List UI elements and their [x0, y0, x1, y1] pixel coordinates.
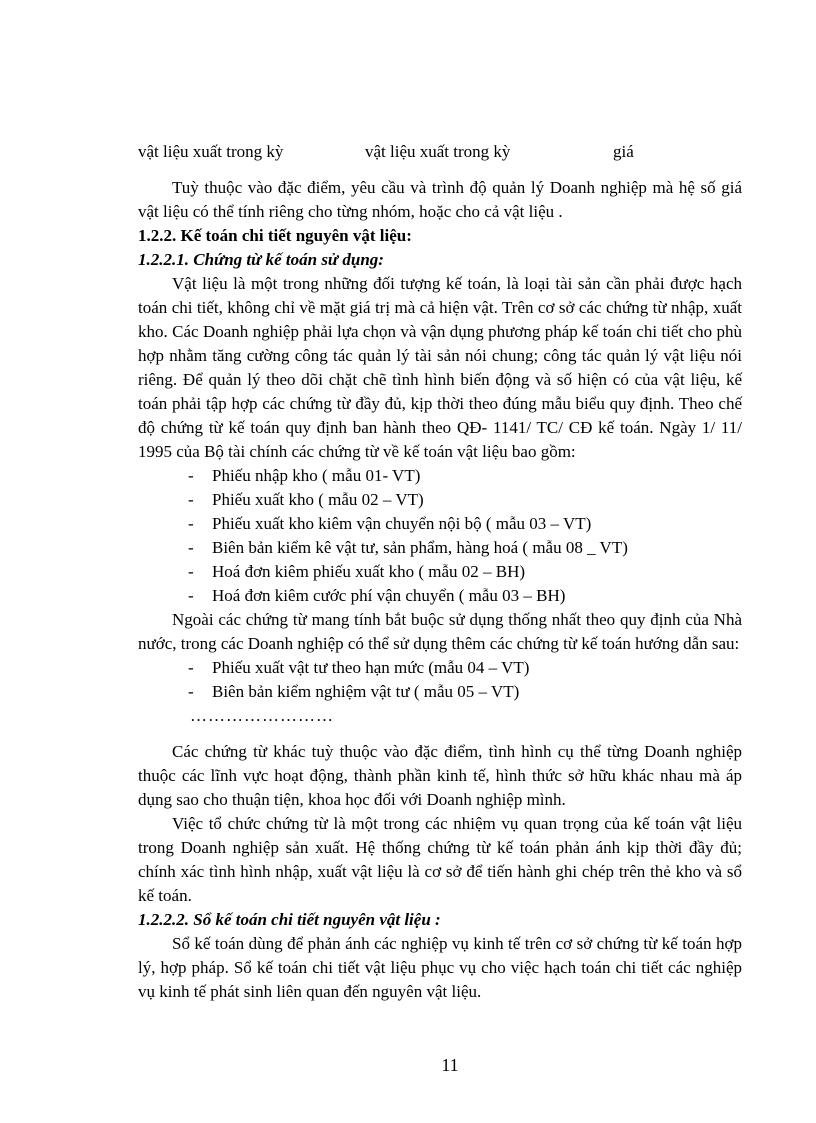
list-item-text: Biên bản kiểm kê vật tư, sản phẩm, hàng hoá ( mẫu 08 _ VT): [212, 538, 628, 557]
list-item-text: Hoá đơn kiêm cước phí vận chuyển ( mẫu 03 – BH): [212, 586, 566, 605]
ellipsis-dots: ……………………: [190, 706, 334, 725]
list-item-text: Hoá đơn kiêm phiếu xuất kho ( mẫu 02 – BH): [212, 562, 526, 581]
dash-marker: -: [188, 658, 194, 677]
list-item: [138, 680, 742, 704]
section-heading-1-2-2-1: 1.2.2.1. Chứng từ kế toán sử dụng:: [138, 250, 384, 269]
dash-marker: -: [188, 466, 194, 485]
list-item-text: Phiếu xuất vật tư theo hạn mức (mẫu 04 – VT): [212, 658, 530, 677]
dash-marker: -: [188, 538, 194, 557]
dash-marker: -: [188, 682, 194, 701]
paragraph-chung-tu-khac: Các chứng từ khác tuỳ thuộc vào đặc điểm, tình hình cụ thể từng Doanh nghiệp thuộc các lĩnh vực hoạt động, thành phần kinh tế, hình thức sở hữu khác nhau mà áp dụng sao cho thuận tiện, khoa học đối với Doanh nghiệp mình.: [138, 742, 742, 809]
list-item-text: Phiếu nhập kho ( mẫu 01- VT): [212, 466, 421, 485]
paragraph-to-chuc: Việc tổ chức chứng từ là một trong các nhiệm vụ quan trọng của kế toán vật liệu trong Doanh nghiệp sản xuất. Hệ thống chứng từ kế toán phản ánh kịp thời đầy đủ; chính xác tình hình nhập, xuất vật liệu là cơ sở để tiến hành ghi chép trên thẻ kho và sổ kế toán.: [138, 814, 742, 905]
paragraph-so-ke-toan: Sổ kế toán dùng để phản ánh các nghiệp vụ kinh tế trên cơ sở chứng từ kế toán hợp lý, hợp pháp. Sổ kế toán chi tiết vật liệu phục vụ cho việc hạch toán chi tiết các nghiệp vụ kinh tế phát sinh liên quan đến nguyên vật liệu.: [138, 934, 742, 1001]
paragraph-ngoai: Ngoài các chứng từ mang tính bắt buộc sử dụng thống nhất theo quy định của Nhà nước, trong các Doanh nghiệp có thể sử dụng thêm các chứng từ kế toán hướng dẫn sau:: [138, 610, 742, 653]
section-heading-1-2-2-2: 1.2.2.2. Sổ kế toán chi tiết nguyên vật liệu :: [138, 910, 441, 929]
list-item-text: Biên bản kiểm nghiệm vật tư ( mẫu 05 – VT): [212, 682, 520, 701]
dash-marker: -: [188, 562, 194, 581]
list-item: [138, 584, 742, 608]
list-item: [138, 512, 742, 536]
list-item: [138, 488, 742, 512]
paragraph-chung-tu: Vật liệu là một trong những đối tượng kế toán, là loại tài sản cần phải được hạch toán chi tiết, không chỉ về mặt giá trị mà cả hiện vật. Trên cơ sở các chứng từ nhập, xuất kho. Các Doanh nghiệp phải lựa chọn và vận dụng phương pháp kế toán chi tiết cho phù hợp nhằm tăng cường công tác quản lý tài sản nói chung; công tác quản lý vật liệu nói riêng. Để quản lý theo dõi chặt chẽ tình hình biến động và số hiện có của vật liệu, kế toán phải tập hợp các chứng từ đầy đủ, kịp thời theo đúng mẫu biểu quy định. Theo chế độ chứng từ kế toán quy định ban hành theo QĐ- 1141/ TC/ CĐ kế toán. Ngày 1/ 11/ 1995 của Bộ tài chính các chứng từ về kế toán vật liệu bao gồm:: [138, 274, 742, 461]
list-item-text: Phiếu xuất kho ( mẫu 02 – VT): [212, 490, 424, 509]
formula-fragment-col2: vật liệu xuất trong kỳ: [365, 142, 511, 161]
guidance-documents-list: [138, 656, 742, 704]
formula-fragment-col1: vật liệu xuất trong kỳ: [138, 142, 284, 161]
intro-paragraph: Tuỳ thuộc vào đặc điểm, yêu cầu và trình độ quản lý Doanh nghiệp mà hệ số giá vật liệu có thể tính riêng cho từng nhóm, hoặc cho cả vật liệu .: [138, 178, 742, 221]
required-documents-list: [138, 464, 742, 608]
list-item: [138, 464, 742, 488]
list-item-text: Phiếu xuất kho kiêm vận chuyển nội bộ ( mẫu 03 – VT): [212, 514, 592, 533]
body-text: [138, 176, 742, 1004]
dash-marker: -: [188, 586, 194, 605]
dash-marker: -: [188, 514, 194, 533]
list-item: [138, 560, 742, 584]
dash-marker: -: [188, 490, 194, 509]
formula-fragment-col3: giá: [613, 142, 634, 161]
list-item: [138, 536, 742, 560]
page-number: 11: [441, 1055, 459, 1075]
section-heading-1-2-2: 1.2.2. Kế toán chi tiết nguyên vật liệu:: [138, 226, 412, 245]
list-item: [138, 656, 742, 680]
